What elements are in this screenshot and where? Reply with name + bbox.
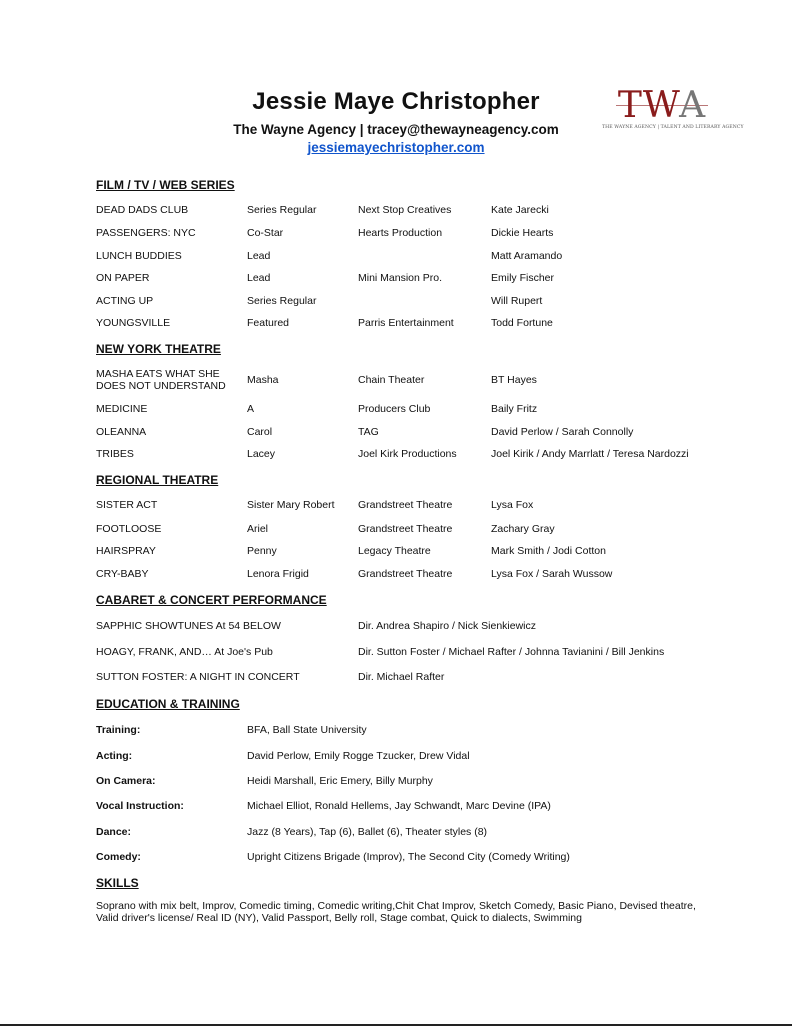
regional-director: Zachary Gray [491,523,555,535]
education-label: Training: [96,724,141,736]
regional-director: Lysa Fox [491,499,534,511]
film-title: ACTING UP [96,295,154,307]
section-heading-skills: SKILLS [96,876,139,890]
logo-mark [612,86,712,126]
ny-director: Baily Fritz [491,403,538,415]
regional-title: CRY-BABY [96,568,149,580]
regional-venue: Grandstreet Theatre [358,499,453,511]
film-director: Matt Aramando [491,250,563,262]
film-company: Parris Entertainment [358,317,454,329]
film-role: Lead [247,250,271,262]
regional-role: Ariel [247,523,269,535]
regional-venue: Grandstreet Theatre [358,568,453,580]
section-heading-regional: REGIONAL THEATRE [96,473,219,487]
cabaret-director: Dir. Andrea Shapiro / Nick Sienkiewicz [358,620,536,632]
skills-text: Soprano with mix belt, Improv, Comedic timing, Comedic writing,Chit Chat Improv, Sketch Comedy, Basic Piano, Devised theatre, Valid driver's license/ Real ID (NY), Valid Passport, Belly roll, Stage combat, Quick to dialects, Swimming [96,900,696,924]
logo-letter: T [617,85,643,126]
film-director: Will Rupert [491,295,543,307]
ny-director: Joel Kirik / Andy Marrlatt / Teresa Nardozzi [491,448,689,460]
ny-role: Carol [247,426,273,438]
section-heading-cabaret: CABARET & CONCERT PERFORMANCE [96,593,327,607]
education-value: Michael Elliot, Ronald Hellems, Jay Schwandt, Marc Devine (IPA) [247,800,551,812]
education-label: On Camera: [96,775,156,787]
ny-venue: Producers Club [358,403,431,415]
regional-title: SISTER ACT [96,499,158,511]
regional-venue: Legacy Theatre [358,545,431,557]
logo-letter: A [679,85,707,126]
film-director: Dickie Hearts [491,227,554,239]
ny-role: Masha [247,374,279,386]
agency-contact: The Wayne Agency | tracey@thewayneagency.com [233,122,559,137]
film-title: PASSENGERS: NYC [96,227,196,239]
film-title: LUNCH BUDDIES [96,250,182,262]
film-title: ON PAPER [96,272,150,284]
film-role: Co-Star [247,227,284,239]
performer-name: Jessie Maye Christopher [252,88,540,115]
ny-role: A [247,403,255,415]
logo-tagline: THE WAYNE AGENCY | TALENT AND LITERARY AGENCY [602,125,744,130]
ny-venue: TAG [358,426,379,438]
ny-title: TRIBES [96,448,134,460]
education-value: Upright Citizens Brigade (Improv), The Second City (Comedy Writing) [247,851,570,863]
film-company: Hearts Production [358,227,443,239]
film-role: Series Regular [247,295,317,307]
regional-title: HAIRSPRAY [96,545,156,557]
education-value: David Perlow, Emily Rogge Tzucker, Drew Vidal [247,750,470,762]
education-label: Dance: [96,826,132,838]
regional-venue: Grandstreet Theatre [358,523,453,535]
education-label: Acting: [96,750,133,762]
ny-venue: Chain Theater [358,374,425,386]
page-bottom-rule [0,1024,792,1026]
ny-venue: Joel Kirk Productions [358,448,457,460]
film-director: Emily Fischer [491,272,555,284]
ny-title-line2: DOES NOT UNDERSTAND [96,380,226,392]
cabaret-show: HOAGY, FRANK, AND… At Joe's Pub [96,646,273,658]
logo-letter: W [642,85,680,126]
education-value: Jazz (8 Years), Tap (6), Ballet (6), Theater styles (8) [247,826,488,838]
cabaret-show: SAPPHIC SHOWTUNES At 54 BELOW [96,620,281,632]
section-heading-ny-theatre: NEW YORK THEATRE [96,342,221,356]
regional-title: FOOTLOOSE [96,523,162,535]
film-role: Featured [247,317,290,329]
ny-director: BT Hayes [491,374,537,386]
cabaret-show: SUTTON FOSTER: A NIGHT IN CONCERT [96,671,300,683]
section-heading-film: FILM / TV / WEB SERIES [96,178,235,192]
regional-director: Mark Smith / Jodi Cotton [491,545,606,557]
ny-director: David Perlow / Sarah Connolly [491,426,634,438]
ny-title: OLEANNA [96,426,147,438]
ny-title: MEDICINE [96,403,148,415]
agency-logo [602,85,744,136]
regional-role: Penny [247,545,277,557]
regional-role: Sister Mary Robert [247,499,335,511]
education-value: Heidi Marshall, Eric Emery, Billy Murphy [247,775,433,787]
film-title: YOUNGSVILLE [96,317,171,329]
education-value: BFA, Ball State University [247,724,367,736]
cabaret-director: Dir. Michael Rafter [358,671,445,683]
film-role: Lead [247,272,271,284]
website-link[interactable]: jessiemayechristopher.com [307,140,485,155]
regional-director: Lysa Fox / Sarah Wussow [491,568,613,580]
ny-role: Lacey [247,448,276,460]
cabaret-director: Dir. Sutton Foster / Michael Rafter / Johnna Tavianini / Bill Jenkins [358,646,665,658]
film-role: Series Regular [247,204,317,216]
ny-title-line1: MASHA EATS WHAT SHE [96,368,220,380]
film-company: Mini Mansion Pro. [358,272,443,284]
film-company: Next Stop Creatives [358,204,452,216]
film-title: DEAD DADS CLUB [96,204,189,216]
film-director: Kate Jarecki [491,204,549,216]
education-label: Comedy: [96,851,141,863]
education-label: Vocal Instruction: [96,800,184,812]
section-heading-education: EDUCATION & TRAINING [96,697,240,711]
regional-role: Lenora Frigid [247,568,309,580]
film-director: Todd Fortune [491,317,553,329]
